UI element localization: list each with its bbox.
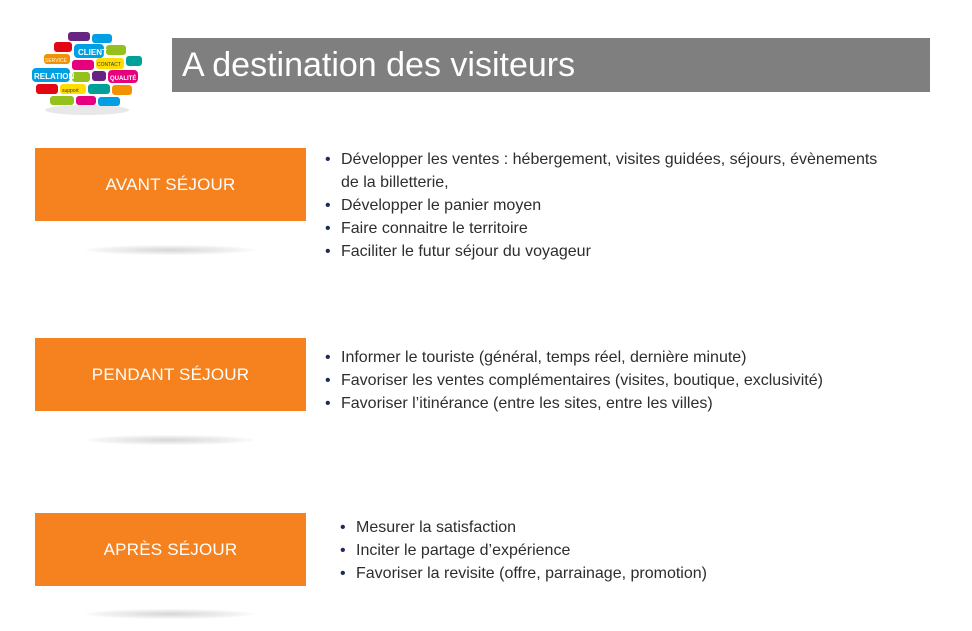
section-label: APRÈS SÉJOUR bbox=[103, 539, 238, 559]
list-item: • Développer les ventes : hébergement, visites guidées, séjours, évènements de la billetterie, bbox=[325, 148, 885, 194]
section-label: AVANT SÉJOUR bbox=[105, 174, 236, 194]
list-item: • Informer le touriste (général, temps réel, dernière minute) bbox=[325, 346, 945, 369]
list-item: • Faciliter le futur séjour du voyageur bbox=[325, 240, 885, 263]
box-shadow bbox=[85, 609, 255, 619]
list-item: • Inciter le partage d’expérience bbox=[340, 539, 900, 562]
list-item: • Favoriser la revisite (offre, parrainage, promotion) bbox=[340, 562, 900, 585]
section-pendant-sejour-box bbox=[35, 338, 306, 411]
section-avant-sejour-box bbox=[35, 148, 306, 221]
box-shadow bbox=[85, 435, 255, 445]
logo-word-qualite: QUALITÉ bbox=[110, 76, 137, 82]
box-shadow bbox=[85, 245, 255, 255]
word-cloud-logo bbox=[28, 28, 146, 118]
section-label: PENDANT SÉJOUR bbox=[91, 364, 250, 384]
title-bar bbox=[172, 38, 930, 92]
list-item: • Mesurer la satisfaction bbox=[340, 516, 900, 539]
list-item: • Faire connaitre le territoire bbox=[325, 217, 885, 240]
section-avant-sejour-list bbox=[325, 148, 885, 263]
logo-word-client: CLIENT bbox=[78, 48, 107, 57]
list-item: • Favoriser les ventes complémentaires (visites, boutique, exclusivité) bbox=[325, 369, 945, 392]
page-title: A destination des visiteurs bbox=[182, 46, 576, 84]
section-apres-sejour-box bbox=[35, 513, 306, 586]
section-pendant-sejour-list bbox=[325, 346, 945, 415]
logo-word-relation: RELATION bbox=[34, 72, 75, 81]
speech-bubbles-icon bbox=[28, 28, 146, 118]
logo-word-support: support bbox=[62, 88, 79, 94]
list-item: • Développer le panier moyen bbox=[325, 194, 885, 217]
section-apres-sejour-list bbox=[340, 516, 900, 585]
logo-word-contact: CONTACT bbox=[97, 62, 121, 68]
list-item: • Favoriser l’itinérance (entre les sites, entre les villes) bbox=[325, 392, 945, 415]
logo-word-service: SERVICE bbox=[45, 58, 67, 64]
